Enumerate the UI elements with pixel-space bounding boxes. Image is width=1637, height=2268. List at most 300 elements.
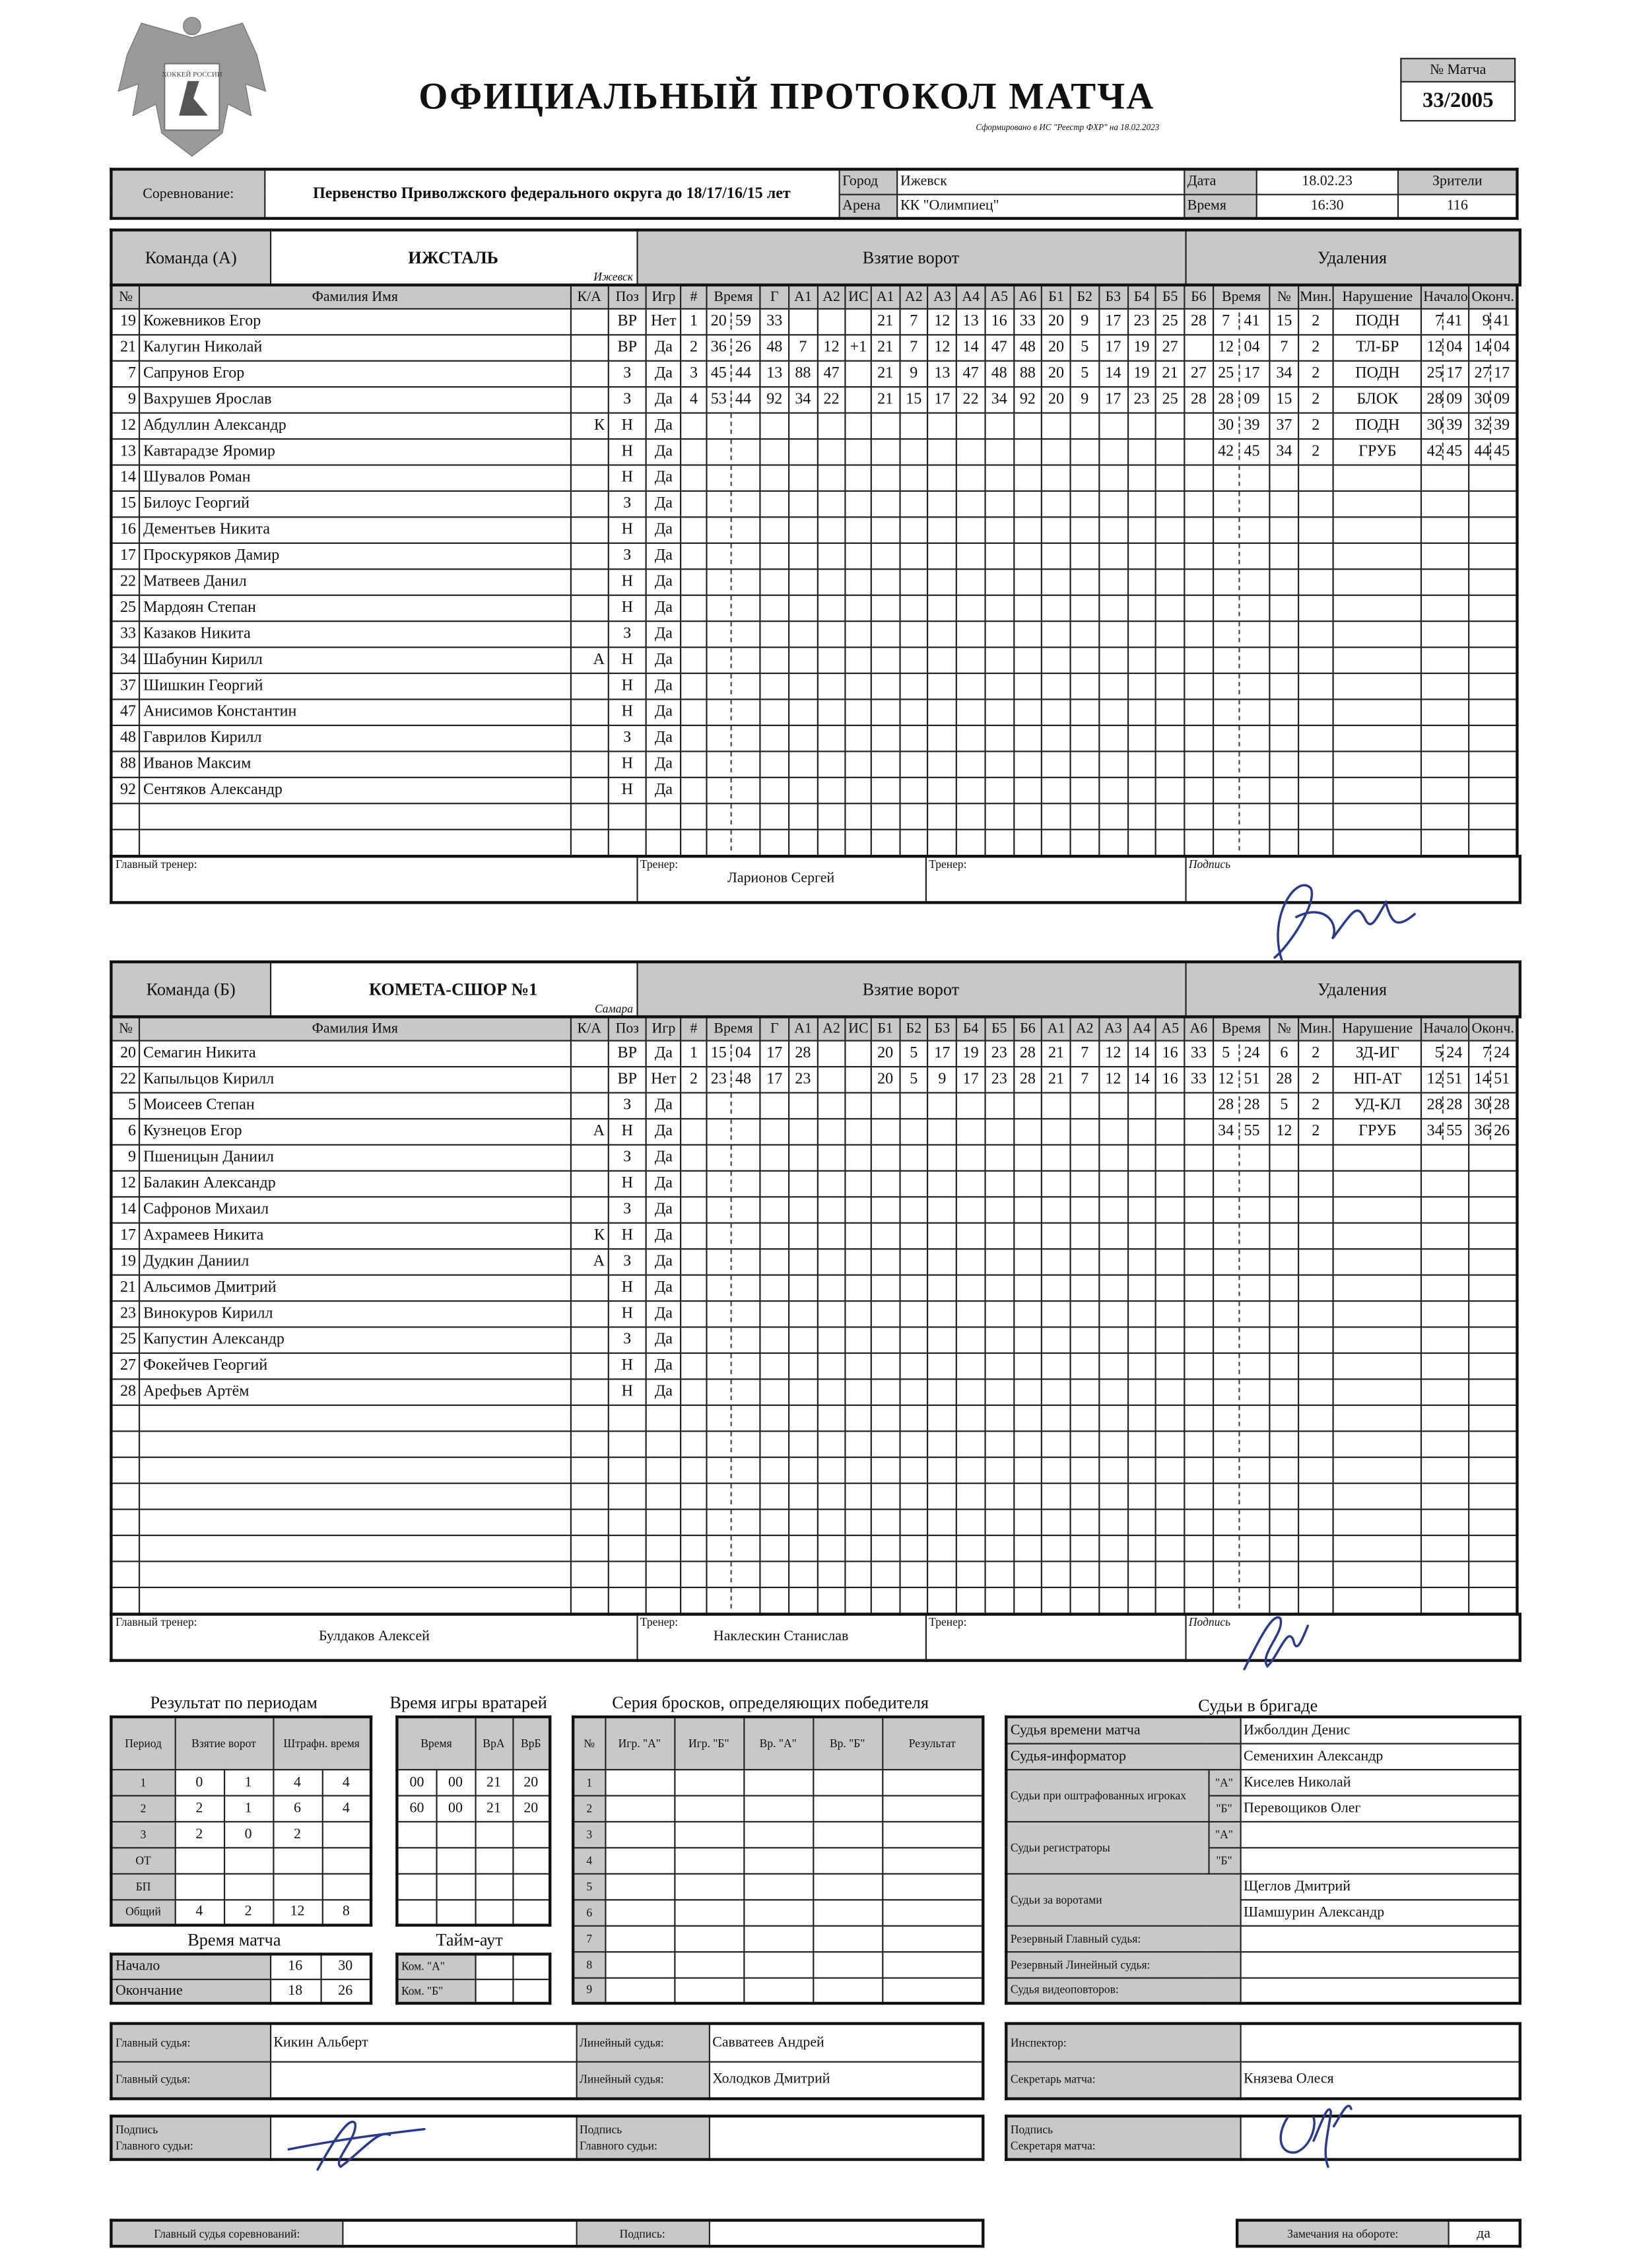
goalie-empty-cell: [475, 1873, 513, 1899]
penalty-time: [1213, 803, 1269, 828]
goal-empty-cell: [985, 1509, 1013, 1535]
player-played: [646, 803, 681, 828]
penalty-time-min: 12: [1214, 339, 1240, 356]
goal-number: [681, 1275, 706, 1300]
sig-sec-label-2: Секретаря матча:: [1010, 2139, 1096, 2152]
goal-empty-cell: [789, 698, 817, 724]
on-ice-own: 17: [928, 386, 956, 412]
shootout-empty-cell: [605, 1769, 674, 1795]
goalie-empty-cell: [512, 1821, 550, 1847]
player-played: Да: [646, 568, 681, 594]
goal-empty-cell: [928, 1092, 956, 1117]
main-referee-2-value: [270, 2061, 576, 2099]
on-ice-own: 20: [871, 1040, 900, 1066]
goal-empty-cell: [928, 698, 956, 724]
goal-empty-cell: [846, 725, 871, 750]
goal-empty-cell: [1042, 803, 1070, 828]
penalty-empty-cell: [1298, 1535, 1333, 1560]
goal-time: [706, 543, 760, 568]
goal-empty-cell: [956, 1326, 985, 1352]
goal-empty-cell: [817, 1405, 846, 1430]
goal-empty-cell: [1184, 620, 1213, 646]
player-captain-mark: [570, 386, 609, 412]
team_a-coach-value: Ларионов Сергей: [727, 870, 835, 886]
goal-empty-cell: [956, 1352, 985, 1378]
periods-col-goals: Взятие ворот: [175, 1717, 273, 1769]
team_b-col-pen-time: Время: [1213, 1017, 1269, 1040]
player-name: Матвеев Данил: [140, 568, 570, 594]
penalty-box-a-tag: "А": [1208, 1769, 1240, 1795]
goal-empty-cell: [1042, 725, 1070, 750]
goal-empty-cell: [1127, 413, 1156, 438]
goal-empty-cell: [985, 803, 1013, 828]
goal-empty-cell: [1071, 777, 1099, 803]
goal-empty-cell: [1042, 1092, 1070, 1117]
penalty-start: [1422, 308, 1469, 334]
timeout-a-cell: [512, 1954, 550, 1978]
goal-empty-cell: [817, 1483, 846, 1508]
penalty-time-divider: [1214, 699, 1240, 719]
penalty-time-divider: [1214, 1249, 1240, 1269]
penalty-empty-cell: [1298, 620, 1333, 646]
player-number: 92: [111, 777, 139, 803]
penalty-empty-cell: [1333, 1352, 1422, 1378]
goal-time-min: 53: [707, 391, 731, 408]
team_b-col-on-ice-opp-3: А3: [1099, 1017, 1127, 1040]
goal-empty-cell: [817, 1300, 846, 1326]
goal-empty-cell: [1156, 673, 1184, 698]
goalie-empty-cell: [397, 1847, 436, 1873]
player-position: Н: [609, 673, 647, 698]
goal-empty-cell: [1156, 1483, 1184, 1508]
goal-empty-cell: [1184, 698, 1213, 724]
goal-empty-cell: [846, 673, 871, 698]
goal-empty-cell: [900, 1509, 928, 1535]
goal-empty-cell: [789, 1483, 817, 1508]
player-name: Иванов Максим: [140, 750, 570, 776]
penalty-end-sec: 28: [1494, 1096, 1510, 1114]
shootout-empty-cell: [674, 1951, 743, 1977]
goal-time: [706, 1040, 760, 1066]
goal-empty-cell: [1127, 1092, 1156, 1117]
goal-empty-cell: [1156, 568, 1184, 594]
goal-time-divider: [707, 725, 731, 746]
goal-empty-cell: [1013, 595, 1042, 620]
goal-empty-cell: [956, 1405, 985, 1430]
player-played: [646, 1457, 681, 1483]
informer-value: Семенихин Александр: [1240, 1743, 1520, 1769]
shootout-row-num: 7: [573, 1925, 605, 1951]
table-row: [397, 1899, 550, 1925]
shootout-empty-cell: [813, 1795, 882, 1820]
team_a-col-on-ice-own-5: А5: [985, 285, 1013, 308]
team_b-head-coach-cell: [111, 1613, 636, 1659]
table-row: [397, 1821, 550, 1847]
goal-empty-cell: [928, 490, 956, 516]
player-position: [609, 1457, 647, 1483]
penalty-empty-cell: [1298, 595, 1333, 620]
goal-empty-cell: [1071, 1430, 1099, 1456]
goal-empty-cell: [1013, 1196, 1042, 1222]
player-captain-mark: А: [570, 1118, 609, 1144]
penalty-time: [1213, 413, 1269, 438]
penalty-empty-cell: [1333, 1405, 1422, 1430]
on-ice-opp: 7: [1071, 1066, 1099, 1092]
main-referee-2-label: Главный судья:: [111, 2061, 270, 2099]
team_b-col-played: Игр: [646, 1017, 681, 1040]
goal-empty-cell: [1071, 1222, 1099, 1248]
penalty-empty-cell: [1469, 1587, 1517, 1614]
penalty-time-sec: 09: [1244, 390, 1260, 408]
timekeeper-label: Судья времени матча: [1006, 1717, 1240, 1743]
goal-empty-cell: [760, 1275, 789, 1300]
goal-empty-cell: [1184, 1118, 1213, 1144]
goal-empty-cell: [956, 777, 985, 803]
shootout-empty-cell: [674, 1795, 743, 1820]
goal-empty-cell: [871, 1170, 900, 1196]
penalty-time-sec: 41: [1244, 312, 1260, 330]
goal-empty-cell: [928, 750, 956, 776]
goal-empty-cell: [1099, 516, 1127, 542]
penalty-empty-cell: [1298, 725, 1333, 750]
penalty-empty-cell: [1469, 1405, 1517, 1430]
penalty-time-min: 42: [1214, 443, 1240, 460]
goal-empty-cell: [928, 516, 956, 542]
penalty-empty-cell: [1270, 698, 1298, 724]
goal-empty-cell: [928, 620, 956, 646]
player-number: 25: [111, 595, 139, 620]
reserve-linesman-value: [1240, 1951, 1520, 1977]
goal-empty-cell: [1013, 1144, 1042, 1170]
goal-number: 1: [681, 1040, 706, 1066]
on-ice-own: 21: [871, 334, 900, 360]
goal-empty-cell: [1071, 829, 1099, 856]
player-played: Да: [646, 698, 681, 724]
shootout-col-player-b: Игр. "Б": [674, 1717, 743, 1769]
on-ice-own: 19: [956, 1040, 985, 1066]
goal-empty-cell: [900, 1430, 928, 1456]
penalty-time: [1213, 1275, 1269, 1300]
team_a-goals-title: Взятие ворот: [636, 230, 1185, 284]
referees-table-right: [1005, 2022, 1521, 2100]
competition-referee-value: [342, 2220, 576, 2246]
shootout-empty-cell: [813, 1769, 882, 1795]
shootout-row-num: 9: [573, 1978, 605, 2003]
goal-empty-cell: [817, 1457, 846, 1483]
team_b-col-on-ice-own-1: Б1: [871, 1017, 900, 1040]
goal-empty-cell: [846, 464, 871, 490]
player-played: Да: [646, 673, 681, 698]
goal-empty-cell: [1099, 1430, 1127, 1456]
on-ice-own: 17: [928, 1040, 956, 1066]
on-ice-own: 23: [985, 1066, 1013, 1092]
goal-empty-cell: [760, 1457, 789, 1483]
goal-empty-cell: [1156, 750, 1184, 776]
player-number: 6: [111, 1118, 139, 1144]
match-number-label: № Матча: [1401, 59, 1515, 82]
player-position: Н: [609, 1378, 647, 1404]
player-played: Нет: [646, 1066, 681, 1092]
goal-empty-cell: [817, 620, 846, 646]
goal-number: [681, 595, 706, 620]
goalie-col-b: ВрБ: [512, 1717, 550, 1769]
player-played: Нет: [646, 308, 681, 334]
goal-empty-cell: [900, 673, 928, 698]
timeout-table: [395, 1952, 551, 2005]
goal-empty-cell: [817, 673, 846, 698]
on-ice-own: 5: [900, 1066, 928, 1092]
eagle-emblem-icon: [113, 12, 272, 174]
goal-situation: [846, 386, 871, 412]
penalty-time-divider: [1214, 778, 1240, 798]
goal-number: [681, 1144, 706, 1170]
goal-empty-cell: [928, 1326, 956, 1352]
goal-empty-cell: [1099, 438, 1127, 464]
goal-number: [681, 1118, 706, 1144]
goal-empty-cell: [789, 1326, 817, 1352]
player-captain-mark: [570, 1509, 609, 1535]
periods-table: [110, 1716, 372, 1927]
goal-empty-cell: [1013, 1378, 1042, 1404]
goal-empty-cell: [928, 1222, 956, 1248]
player-played: Да: [646, 1378, 681, 1404]
on-ice-own: 9: [928, 1066, 956, 1092]
team_b-col-on-ice-opp-2: А2: [1071, 1017, 1099, 1040]
penalty-empty-cell: [1422, 1535, 1469, 1560]
penalty-player: 6: [1270, 1040, 1298, 1066]
penalty-end-min: 27: [1470, 364, 1492, 382]
penalty-time: [1213, 595, 1269, 620]
goal-empty-cell: [1127, 464, 1156, 490]
penalty-empty-cell: [1422, 1405, 1469, 1430]
player-number: [111, 1483, 139, 1508]
team_b-name-cell: [270, 962, 636, 1017]
player-number: 15: [111, 490, 139, 516]
shootout-empty-cell: [882, 1978, 983, 2003]
penalty-time-divider: [1214, 1431, 1240, 1451]
period-goals-b: 1: [224, 1769, 273, 1795]
period-goals-a: 0: [175, 1769, 224, 1795]
goal-empty-cell: [1099, 698, 1127, 724]
goal-empty-cell: [1071, 413, 1099, 438]
player-played: Да: [646, 490, 681, 516]
on-ice-own: 21: [871, 308, 900, 334]
team_a-col-assist-1: А1: [789, 285, 817, 308]
penalty-empty-cell: [1469, 777, 1517, 803]
goal-empty-cell: [789, 829, 817, 856]
table-row: [573, 1978, 983, 2003]
penalty-end-min: 30: [1470, 391, 1492, 408]
goal-empty-cell: [817, 1587, 846, 1614]
player-played: Да: [646, 750, 681, 776]
player-name: Шабунин Кирилл: [140, 647, 570, 673]
penalty-empty-cell: [1469, 647, 1517, 673]
goal-empty-cell: [985, 777, 1013, 803]
goal-empty-cell: [1127, 1509, 1156, 1535]
penalty-empty-cell: [1333, 490, 1422, 516]
goal-empty-cell: [900, 1196, 928, 1222]
table-row: [111, 1275, 1517, 1300]
penalty-empty-cell: [1333, 1430, 1422, 1456]
penalty-end-sec: 04: [1494, 338, 1510, 356]
team_a-col-on-ice-opp-5: Б5: [1156, 285, 1184, 308]
officials-table: [1005, 1716, 1521, 2005]
penalty-empty-cell: [1422, 1300, 1469, 1326]
penalty-empty-cell: [1422, 1170, 1469, 1196]
goal-time-divider: [707, 439, 731, 459]
goal-empty-cell: [985, 1092, 1013, 1117]
goal-time: [706, 1587, 760, 1614]
period-label: Общий: [111, 1899, 174, 1925]
penalty-empty-cell: [1298, 490, 1333, 516]
goal-empty-cell: [789, 725, 817, 750]
team_b-head-coach-label: Главный тренер:: [115, 1615, 197, 1628]
penalty-empty-cell: [1298, 698, 1333, 724]
penalty-time: [1213, 725, 1269, 750]
goal-empty-cell: [789, 1196, 817, 1222]
penalty-time: [1213, 698, 1269, 724]
goal-time-divider: [707, 1587, 731, 1608]
goal-number: [681, 1300, 706, 1326]
goal-number: [681, 1352, 706, 1378]
goal-empty-cell: [956, 413, 985, 438]
goal-empty-cell: [900, 1248, 928, 1274]
goal-empty-cell: [1127, 1405, 1156, 1430]
goal-empty-cell: [1042, 1248, 1070, 1274]
team_b-col-pen-num: №: [1270, 1017, 1298, 1040]
on-ice-own: 28: [1013, 1040, 1042, 1066]
goal-empty-cell: [1127, 1248, 1156, 1274]
goal-empty-cell: [1099, 413, 1127, 438]
team_b-name: КОМЕТА-СШОР №1: [369, 978, 538, 999]
goal-empty-cell: [900, 750, 928, 776]
on-ice-opp: 5: [1071, 334, 1099, 360]
on-ice-opp: 17: [1099, 308, 1127, 334]
penalty-empty-cell: [1469, 543, 1517, 568]
goal-empty-cell: [871, 1118, 900, 1144]
shootout-empty-cell: [605, 1873, 674, 1899]
goal-empty-cell: [1042, 1378, 1070, 1404]
goal-time-divider: [707, 1379, 731, 1399]
on-ice-own: 17: [956, 1066, 985, 1092]
goal-empty-cell: [1013, 750, 1042, 776]
goal-empty-cell: [1071, 1275, 1099, 1300]
penalty-empty-cell: [1333, 1457, 1422, 1483]
goal-assist-1: 88: [789, 360, 817, 386]
goal-empty-cell: [760, 647, 789, 673]
penalty-empty-cell: [1422, 543, 1469, 568]
goal-assist-2: [817, 1040, 846, 1066]
goal-empty-cell: [928, 1352, 956, 1378]
goal-empty-cell: [1184, 673, 1213, 698]
player-captain-mark: [570, 1405, 609, 1430]
goal-empty-cell: [1013, 413, 1042, 438]
goal-empty-cell: [1184, 750, 1213, 776]
table-row: [111, 620, 1517, 646]
goal-empty-cell: [871, 1326, 900, 1352]
player-position: З: [609, 490, 647, 516]
player-name: [140, 1560, 570, 1586]
goal-empty-cell: [846, 1248, 871, 1274]
penalty-time: [1213, 1170, 1269, 1196]
penalty-violation: ЗД-ИГ: [1333, 1040, 1422, 1066]
player-name: Альсимов Дмитрий: [140, 1275, 570, 1300]
goal-time-divider: [707, 778, 731, 798]
goal-empty-cell: [760, 777, 789, 803]
goal-empty-cell: [1156, 1430, 1184, 1456]
goal-empty-cell: [928, 568, 956, 594]
player-number: 5: [111, 1092, 139, 1117]
penalty-player: 37: [1270, 413, 1298, 438]
penalty-empty-cell: [1469, 1144, 1517, 1170]
goal-empty-cell: [900, 829, 928, 856]
goal-assist-2: [817, 308, 846, 334]
goal-empty-cell: [1156, 413, 1184, 438]
table-row: [111, 777, 1517, 803]
penalty-empty-cell: [1298, 1560, 1333, 1586]
penalty-time: [1213, 1066, 1269, 1092]
player-number: 9: [111, 1144, 139, 1170]
goal-empty-cell: [1156, 725, 1184, 750]
player-name: Капустин Александр: [140, 1326, 570, 1352]
penalty-empty-cell: [1333, 750, 1422, 776]
goal-empty-cell: [789, 1248, 817, 1274]
penalty-time-divider: [1214, 1483, 1240, 1504]
goal-empty-cell: [1184, 1560, 1213, 1586]
on-ice-opp: 33: [1184, 1040, 1213, 1066]
goal-empty-cell: [817, 803, 846, 828]
goal-empty-cell: [1127, 777, 1156, 803]
player-position: З: [609, 725, 647, 750]
goal-empty-cell: [871, 1222, 900, 1248]
main-referee-signature-label: [111, 2116, 270, 2160]
penalty-time: [1213, 1248, 1269, 1274]
table-row: [111, 829, 1517, 856]
table-row: [111, 1483, 1517, 1508]
penalty-empty-cell: [1270, 777, 1298, 803]
goal-empty-cell: [846, 803, 871, 828]
player-played: Да: [646, 438, 681, 464]
referees-table-left: [110, 2022, 984, 2100]
player-name: Пшеницын Даниил: [140, 1144, 570, 1170]
goal-empty-cell: [900, 1457, 928, 1483]
goal-empty-cell: [1127, 543, 1156, 568]
timeout-title: Тайм-аут: [436, 1929, 503, 1950]
goal-empty-cell: [846, 777, 871, 803]
penalty-start: [1422, 1118, 1469, 1144]
goal-number: [681, 1430, 706, 1456]
goal-time: [706, 464, 760, 490]
penalty-minutes: 2: [1298, 438, 1333, 464]
table-row: [111, 516, 1517, 542]
goal-empty-cell: [985, 620, 1013, 646]
signature-table-left: [110, 2115, 984, 2161]
goal-empty-cell: [1099, 1196, 1127, 1222]
penalty-start-min: 25: [1422, 364, 1444, 382]
linesman-2-label: Линейный судья:: [576, 2061, 709, 2099]
goal-empty-cell: [985, 1144, 1013, 1170]
goal-time-divider: [707, 1275, 731, 1296]
spectators-value: 116: [1398, 194, 1517, 218]
team_b-coach-cell: [636, 1613, 925, 1659]
shootout-row-num: 3: [573, 1821, 605, 1847]
player-name: Балакин Александр: [140, 1170, 570, 1196]
table-row: [111, 1430, 1517, 1456]
goal-empty-cell: [985, 1170, 1013, 1196]
goal-empty-cell: [760, 413, 789, 438]
period-pim-b: 8: [322, 1899, 371, 1925]
player-position: [609, 1483, 647, 1508]
